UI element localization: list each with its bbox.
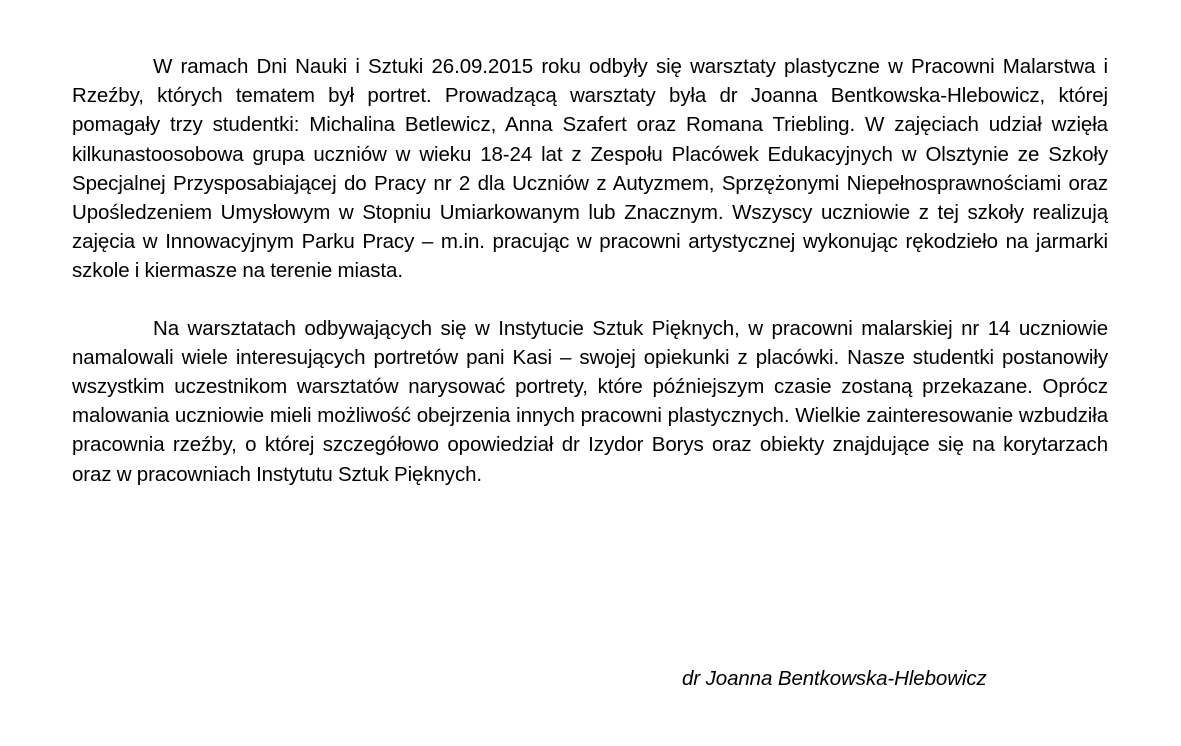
document-body: [72, 52, 1108, 489]
paragraph-workshop-intro: W ramach Dni Nauki i Sztuki 26.09.2015 roku odbyły się warsztaty plastyczne w Pracowni Malarstwa i Rzeźby, których tematem był portret. Prowadzącą warsztaty była dr Joanna Bentkowska-Hlebowicz, której pomagały trzy studentki: Michalina Betlewicz, Anna Szafert oraz Romana Triebling. W zajęciach udział wzięła kilkunastoosobowa grupa uczniów w wieku 18-24 lat z Zespołu Placówek Edukacyjnych w Olsztynie ze Szkoły Specjalnej Przysposabiającej do Pracy nr 2 dla Uczniów z Autyzmem, Sprzężonymi Niepełnosprawnościami oraz Upośledzeniem Umysłowym w Stopniu Umiarkowanym lub Znacznym. Wszyscy uczniowie z tej szkoły realizują zajęcia w Innowacyjnym Parku Pracy – m.in. pracując w pracowni artystycznej wykonując rękodzieło na jarmarki szkole i kiermasze na terenie miasta.: [72, 55, 1108, 283]
author-signature: dr Joanna Bentkowska-Hlebowicz: [682, 667, 987, 690]
paragraph-workshop-details: Na warsztatach odbywających się w Instytucie Sztuk Pięknych, w pracowni malarskiej nr 14 uczniowie namalowali wiele interesujących portretów pani Kasi – swojej opiekunki z placówki. Nasze studentki postanowiły wszystkim uczestnikom warsztatów narysować portrety, które późniejszym czasie zostaną przekazane. Oprócz malowania uczniowie mieli możliwość obejrzenia innych pracowni plastycznych. Wielkie zainteresowanie wzbudziła pracownia rzeźby, o której szczegółowo opowiedział dr Izydor Borys oraz obiekty znajdujące się na korytarzach oraz w pracowniach Instytutu Sztuk Pięknych.: [72, 316, 1108, 486]
